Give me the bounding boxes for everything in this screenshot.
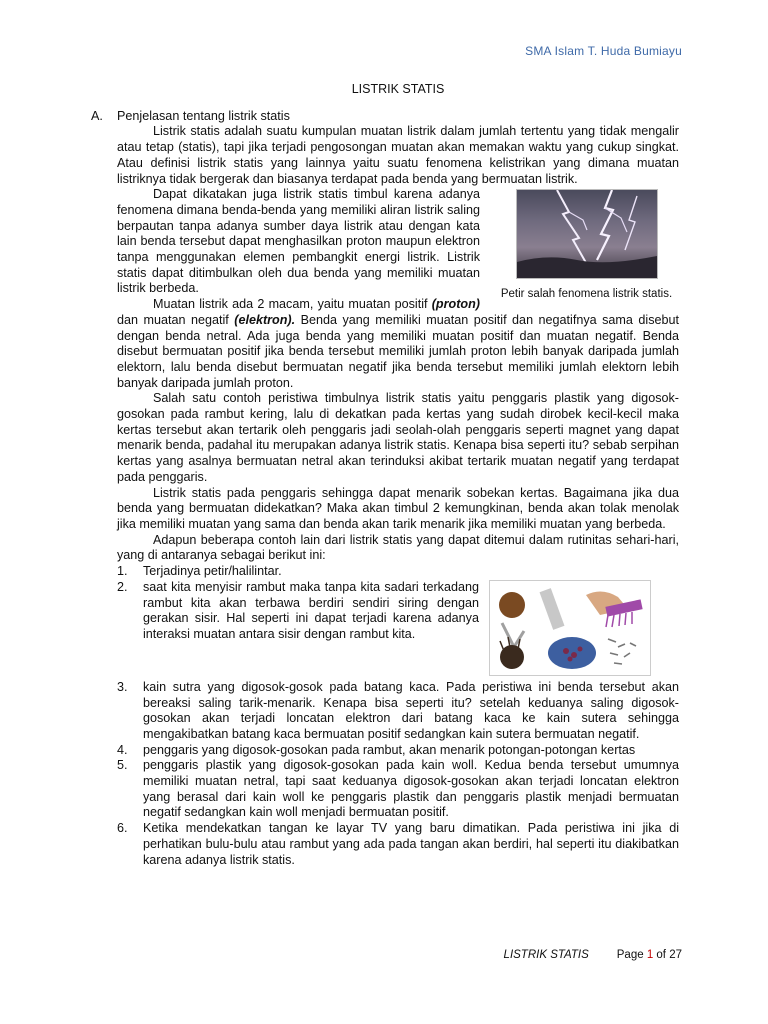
lightning-caption: Petir salah fenomena listrik statis. [500,288,673,301]
elektron-term: (elektron). [234,312,296,327]
lightning-figure [494,189,679,301]
list-text: penggaris yang digosok-gosokan pada rambut, akan menarik potongan-potongan kertas [143,742,636,757]
footer-page-total: of 27 [653,949,682,961]
list-number: 1. [117,564,128,579]
paragraph-5: Listrik statis pada penggaris sehingga dapat menarik sobekan kertas. Bagaimana jika dua benda yang bermuatan didekatkan? Maka akan timbul 2 kemungkinan, benda akan tolak menolak jika memiliki muatan yang sama dan benda akan tarik menarik jika memiliki muatan yang berbeda. [117,485,679,531]
list-text: saat kita menyisir rambut maka tanpa kita sadari terkadang rambut kita akan terbawa berdiri sendiri siring dengan gerakan sisir. Hal seperti ini dapat terjadi karena adanya interaksi muatan antara sisir dengan rambut kita. [143,579,479,641]
list-text: Terjadinya petir/halilintar. [143,564,282,579]
footer-doc-title: LISTRIK STATIS [503,949,589,961]
section-title: Penjelasan tentang listrik statis [117,108,290,123]
list-item [117,821,679,868]
proton-term: (proton) [431,297,480,312]
list-item [117,564,679,580]
list-number: 2. [117,579,128,594]
list-item [117,743,679,759]
para3-part-b: dan muatan negatif [117,312,235,327]
list-text: kain sutra yang digosok-gosok pada batang kaca. Pada peristiwa ini benda tersebut akan bereaksi saling tarik-menarik. Kenapa bisa seperti itu? setelah keduanya saling digosok-gosokan akan terjadi loncatan elektron dari batang kaca ke kain sutera sehingga mengakibatkan batang kaca bermuatan positif sedangkan kain sutera bermuatan negatif. [143,679,679,741]
paragraph-1: Listrik statis adalah suatu kumpulan muatan listrik dalam jumlah tertentu yang tidak mengalir atau tetap (statis), tapi jika terjadi pengosongan muatan akan memakan waktu yang cukup singkat. Atau definisi listrik statis yang lainnya yaitu suatu fenomena kelistrikan yang dimana muatan listriknya tidak bergerak dan biasanya terdapat pada benda yang bermuatan listrik. [117,124,679,186]
list-text: Ketika mendekatkan tangan ke layar TV yang baru dimatikan. Pada peristiwa ini jika di perhatikan bulu-bulu atau rambut yang ada pada tangan akan berdiri, hal seperti itu diakibatkan karena adanya listrik statis. [143,821,679,867]
list-number: 6. [117,821,128,836]
section-heading [91,109,679,125]
header-school-name: SMA Islam T. Huda Bumiayu [525,44,682,58]
static-examples-image [489,580,651,676]
list-item [117,758,679,821]
list-number: 4. [117,742,128,757]
para3-part-c: Benda yang memiliki muatan positif dan negatifnya sama disebut dengan benda netral. Ada juga benda yang memiliki muatan positif dan muatan negatif. Benda disebut bermuatan positif jika benda tersebut memiliki jumlah proton lebih banyak daripada jumlah elektorn, lalu benda disebut bermuatan negatif jika benda tersebut memiliki jumlah elektorn lebih banyak daripada jumlah proton. [117,312,679,390]
list-item [117,680,679,743]
page-footer [504,949,682,961]
lightning-image [516,189,658,279]
paragraph-6: Adapun beberapa contoh lain dari listrik statis yang dapat ditemui dalam rutinitas sehari-hari, yang di antaranya sebagai berikut ini: [117,532,679,563]
footer-page-number: 1 [646,949,654,961]
examples-list [117,564,679,868]
paragraph-4: Salah satu contoh peristiwa timbulnya listrik statis yaitu penggaris plastik yang digosok-gosokan pada rambut kering, lalu di dekatkan pada kertas yang sudah dirobek kecil-kecil maka kertas tersebut akan tertarik oleh penggaris jadi seolah-olah penggaris seperti magnet yang dapat menarik benda, padahal itu merupakan adanya listrik statis. Kenapa bisa seperti itu? sebab serpihan kertas yang asalnya bermuatan netral akan terinduksi akibat tertarik muatan negatif yang terdapat pada penggaris. [117,391,679,484]
footer-page-word: Page [616,949,647,961]
document-body [91,82,679,868]
list-text: penggaris plastik yang digosok-gosokan pada kain woll. Kedua benda tersebut umumnya memiliki muatan netral, tapi saat keduanya digosok-gosokan akan terjadi loncatan elektron yang berasal dari kain woll ke penggaris plastik dan penggaris plastik menjadi bermuatan negatif sedangkan kain woll menjadi bermuatan positif. [143,758,679,820]
section-letter: A. [91,108,103,123]
paragraph-3 [117,297,679,391]
list-number: 3. [117,679,128,694]
paragraph-2: Dapat dikatakan juga listrik statis timbul karena adanya fenomena dimana benda-benda yang memiliki aliran listrik saling berpautan tanpa adanya sumber daya listrik atau dengan kata lain benda tersebut dapat menghasilkan proton maupun elektron tanpa menggunakan elemen pembangkit energi listrik. Listrik statis dapat ditimbulkan oleh dua benda yang memiliki muatan listrik berbeda. [117,187,480,296]
list-number: 5. [117,758,128,773]
para3-part-a: Muatan listrik ada 2 macam, yaitu muatan positif [153,297,432,312]
list-item [117,580,679,643]
document-title: LISTRIK STATIS [351,82,445,96]
